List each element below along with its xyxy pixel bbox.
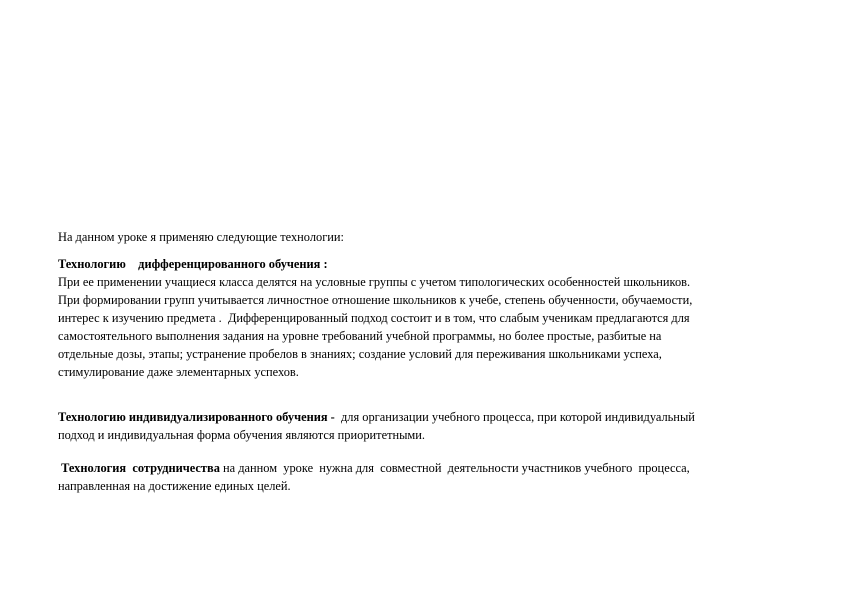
individualized-line-2: подход и индивидуальная форма обучения являются приоритетными. bbox=[58, 428, 426, 442]
differentiated-line-4: самостоятельного выполнения задания на уровне требований учебной программы, но более простые, разбитые на bbox=[58, 329, 662, 343]
differentiated-line-2: При формировании групп учитывается личностное отношение школьников к учебе, степень обученности, обучаемости, bbox=[58, 293, 693, 307]
differentiated-line-1: При ее применении учащиеся класса делятся на условные группы с учетом типологических особенностей школьников. bbox=[58, 275, 691, 289]
cooperation-line-2: направленная на достижение единых целей. bbox=[58, 479, 291, 493]
differentiated-line-5: отдельные дозы, этапы; устранение пробелов в знаниях; создание условий для переживания школьниками успеха, bbox=[58, 347, 662, 361]
differentiated-line-3: интерес к изучению предмета . Дифференцированный подход состоит и в том, что слабым ученикам предлагаются для bbox=[58, 311, 690, 325]
cooperation-section bbox=[58, 459, 778, 495]
individualized-learning-section bbox=[58, 408, 778, 444]
individualized-learning-title: Технологию индивидуализированного обучения - bbox=[58, 410, 335, 424]
cooperation-title: Технология сотрудничества bbox=[58, 461, 220, 475]
individualized-line-1 bbox=[58, 408, 778, 426]
cooperation-line-1 bbox=[58, 459, 778, 477]
differentiated-learning-section bbox=[58, 255, 778, 381]
cooperation-line-1-text: на данном уроке нужна для совместной деятельности участников учебного процесса, bbox=[219, 461, 690, 475]
intro-text: На данном уроке я применяю следующие технологии: bbox=[58, 230, 345, 244]
document-body bbox=[58, 228, 778, 495]
individualized-line-1-text: для организации учебного процесса, при которой индивидуальный bbox=[334, 410, 695, 424]
intro-paragraph bbox=[58, 228, 778, 246]
differentiated-line-6: стимулирование даже элементарных успехов. bbox=[58, 365, 299, 379]
differentiated-learning-title: Технологию дифференцированного обучения : bbox=[58, 257, 328, 271]
